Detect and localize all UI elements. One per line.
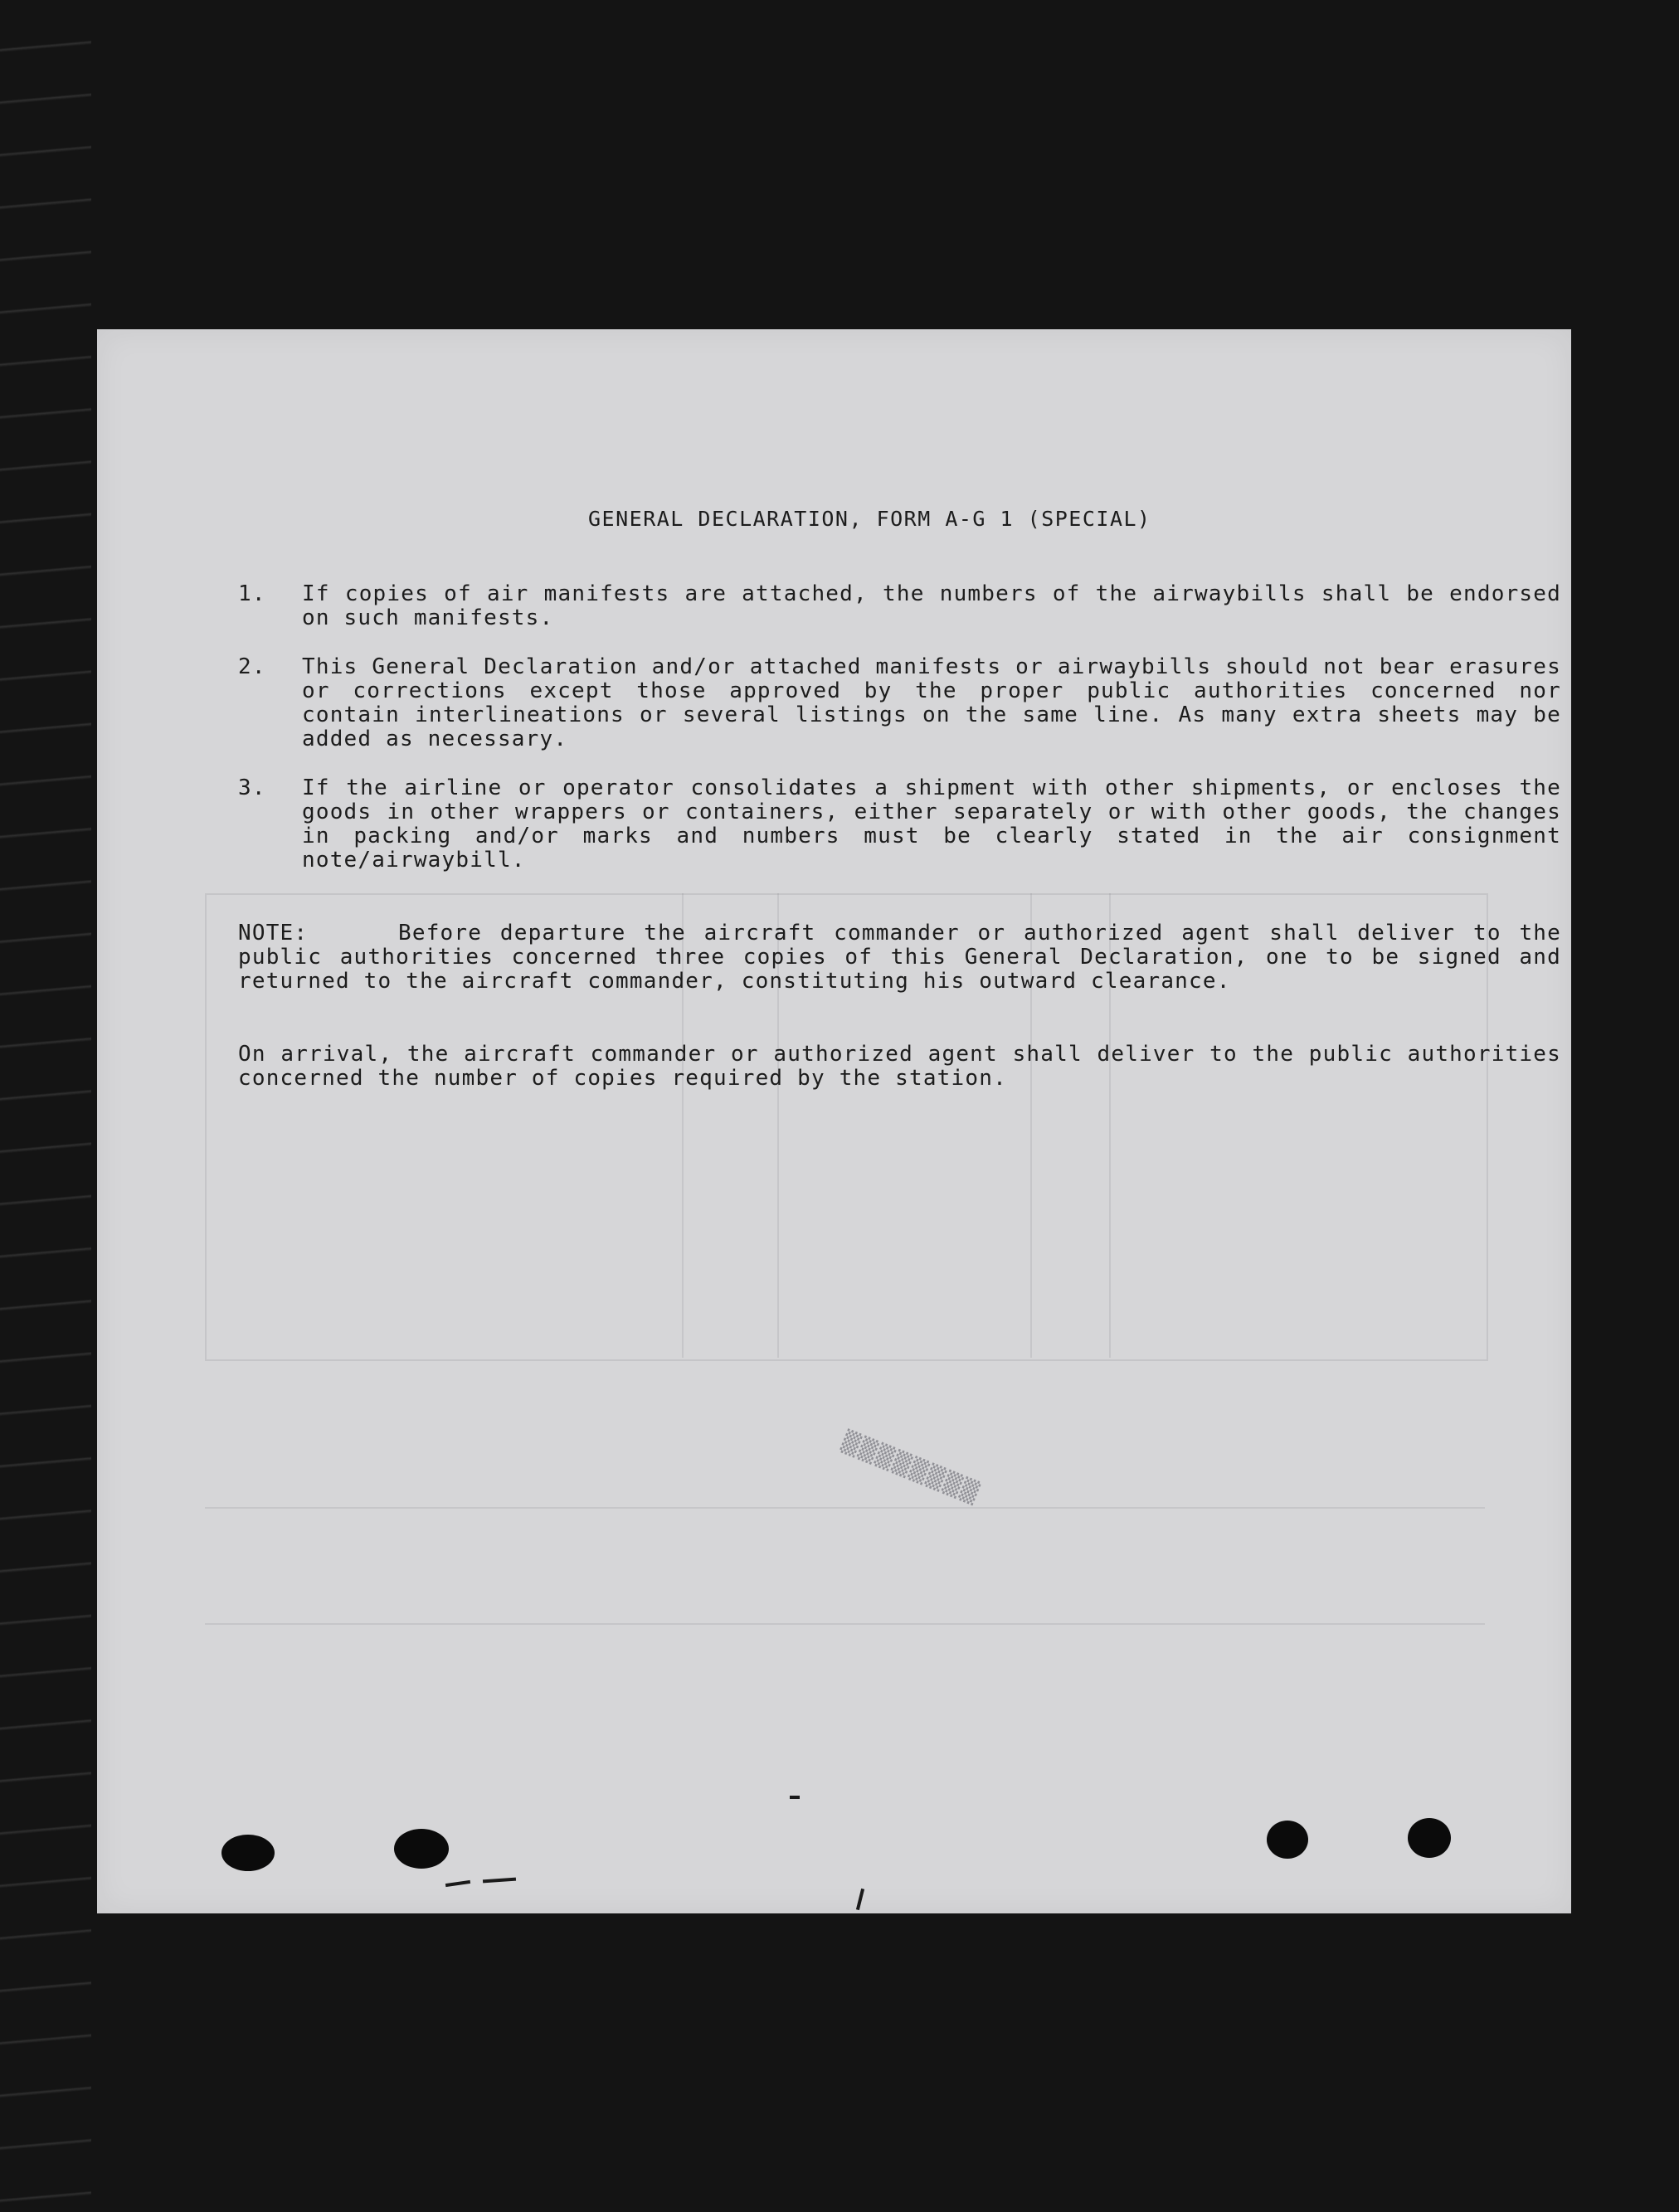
stray-mark	[856, 1889, 864, 1910]
stray-mark	[445, 1880, 470, 1887]
punch-hole-icon	[1408, 1818, 1451, 1858]
show-through-line	[205, 1623, 1485, 1625]
punch-hole-icon	[394, 1829, 449, 1869]
stray-mark	[790, 1796, 800, 1799]
scan-edge-marks	[0, 0, 91, 2212]
note-paragraph	[238, 921, 1561, 994]
arrival-paragraph: On arrival, the aircraft commander or authorized agent shall deliver to the public authorities concerned the number of copies required by the station.	[238, 1042, 1561, 1091]
item-text: If the airline or operator consolidates a shipment with other shipments, or encloses the goods in other wrappers or containers, either separately or with other goods, the changes in packing and/or marks and numbers must be clearly stated in the air consignment note/airwaybill.	[302, 775, 1561, 873]
note-text: Before departure the aircraft commander or authorized agent shall deliver to the public authorities concerned three copies of this General Declaration, one to be signed and returned to the aircraft commander, constituting his outward clearance.	[238, 921, 1561, 994]
item-text: This General Declaration and/or attached manifests or airwaybills should not bear erasures or corrections except those approved by the proper public authorities concerned nor contain interlineations or several listings on the same line. As many extra sheets may be added as necessary.	[302, 654, 1561, 751]
item-number: 3.	[238, 775, 266, 800]
item-number: 1.	[238, 581, 266, 606]
stray-mark	[483, 1878, 516, 1884]
item-text: If copies of air manifests are attached, the numbers of the airwaybills shall be endorsed on such manifests.	[302, 581, 1561, 630]
punch-hole-icon	[221, 1835, 275, 1871]
show-through-line	[205, 1507, 1485, 1509]
note-label: NOTE:	[238, 921, 309, 946]
document-page	[97, 329, 1571, 1913]
item-number: 2.	[238, 654, 266, 679]
faint-stamp-impression: ▒▒▒▒▒▒▒▒	[838, 1429, 984, 1507]
page-title: GENERAL DECLARATION, FORM A-G 1 (SPECIAL)	[588, 507, 1151, 531]
punch-hole-icon	[1267, 1821, 1308, 1859]
